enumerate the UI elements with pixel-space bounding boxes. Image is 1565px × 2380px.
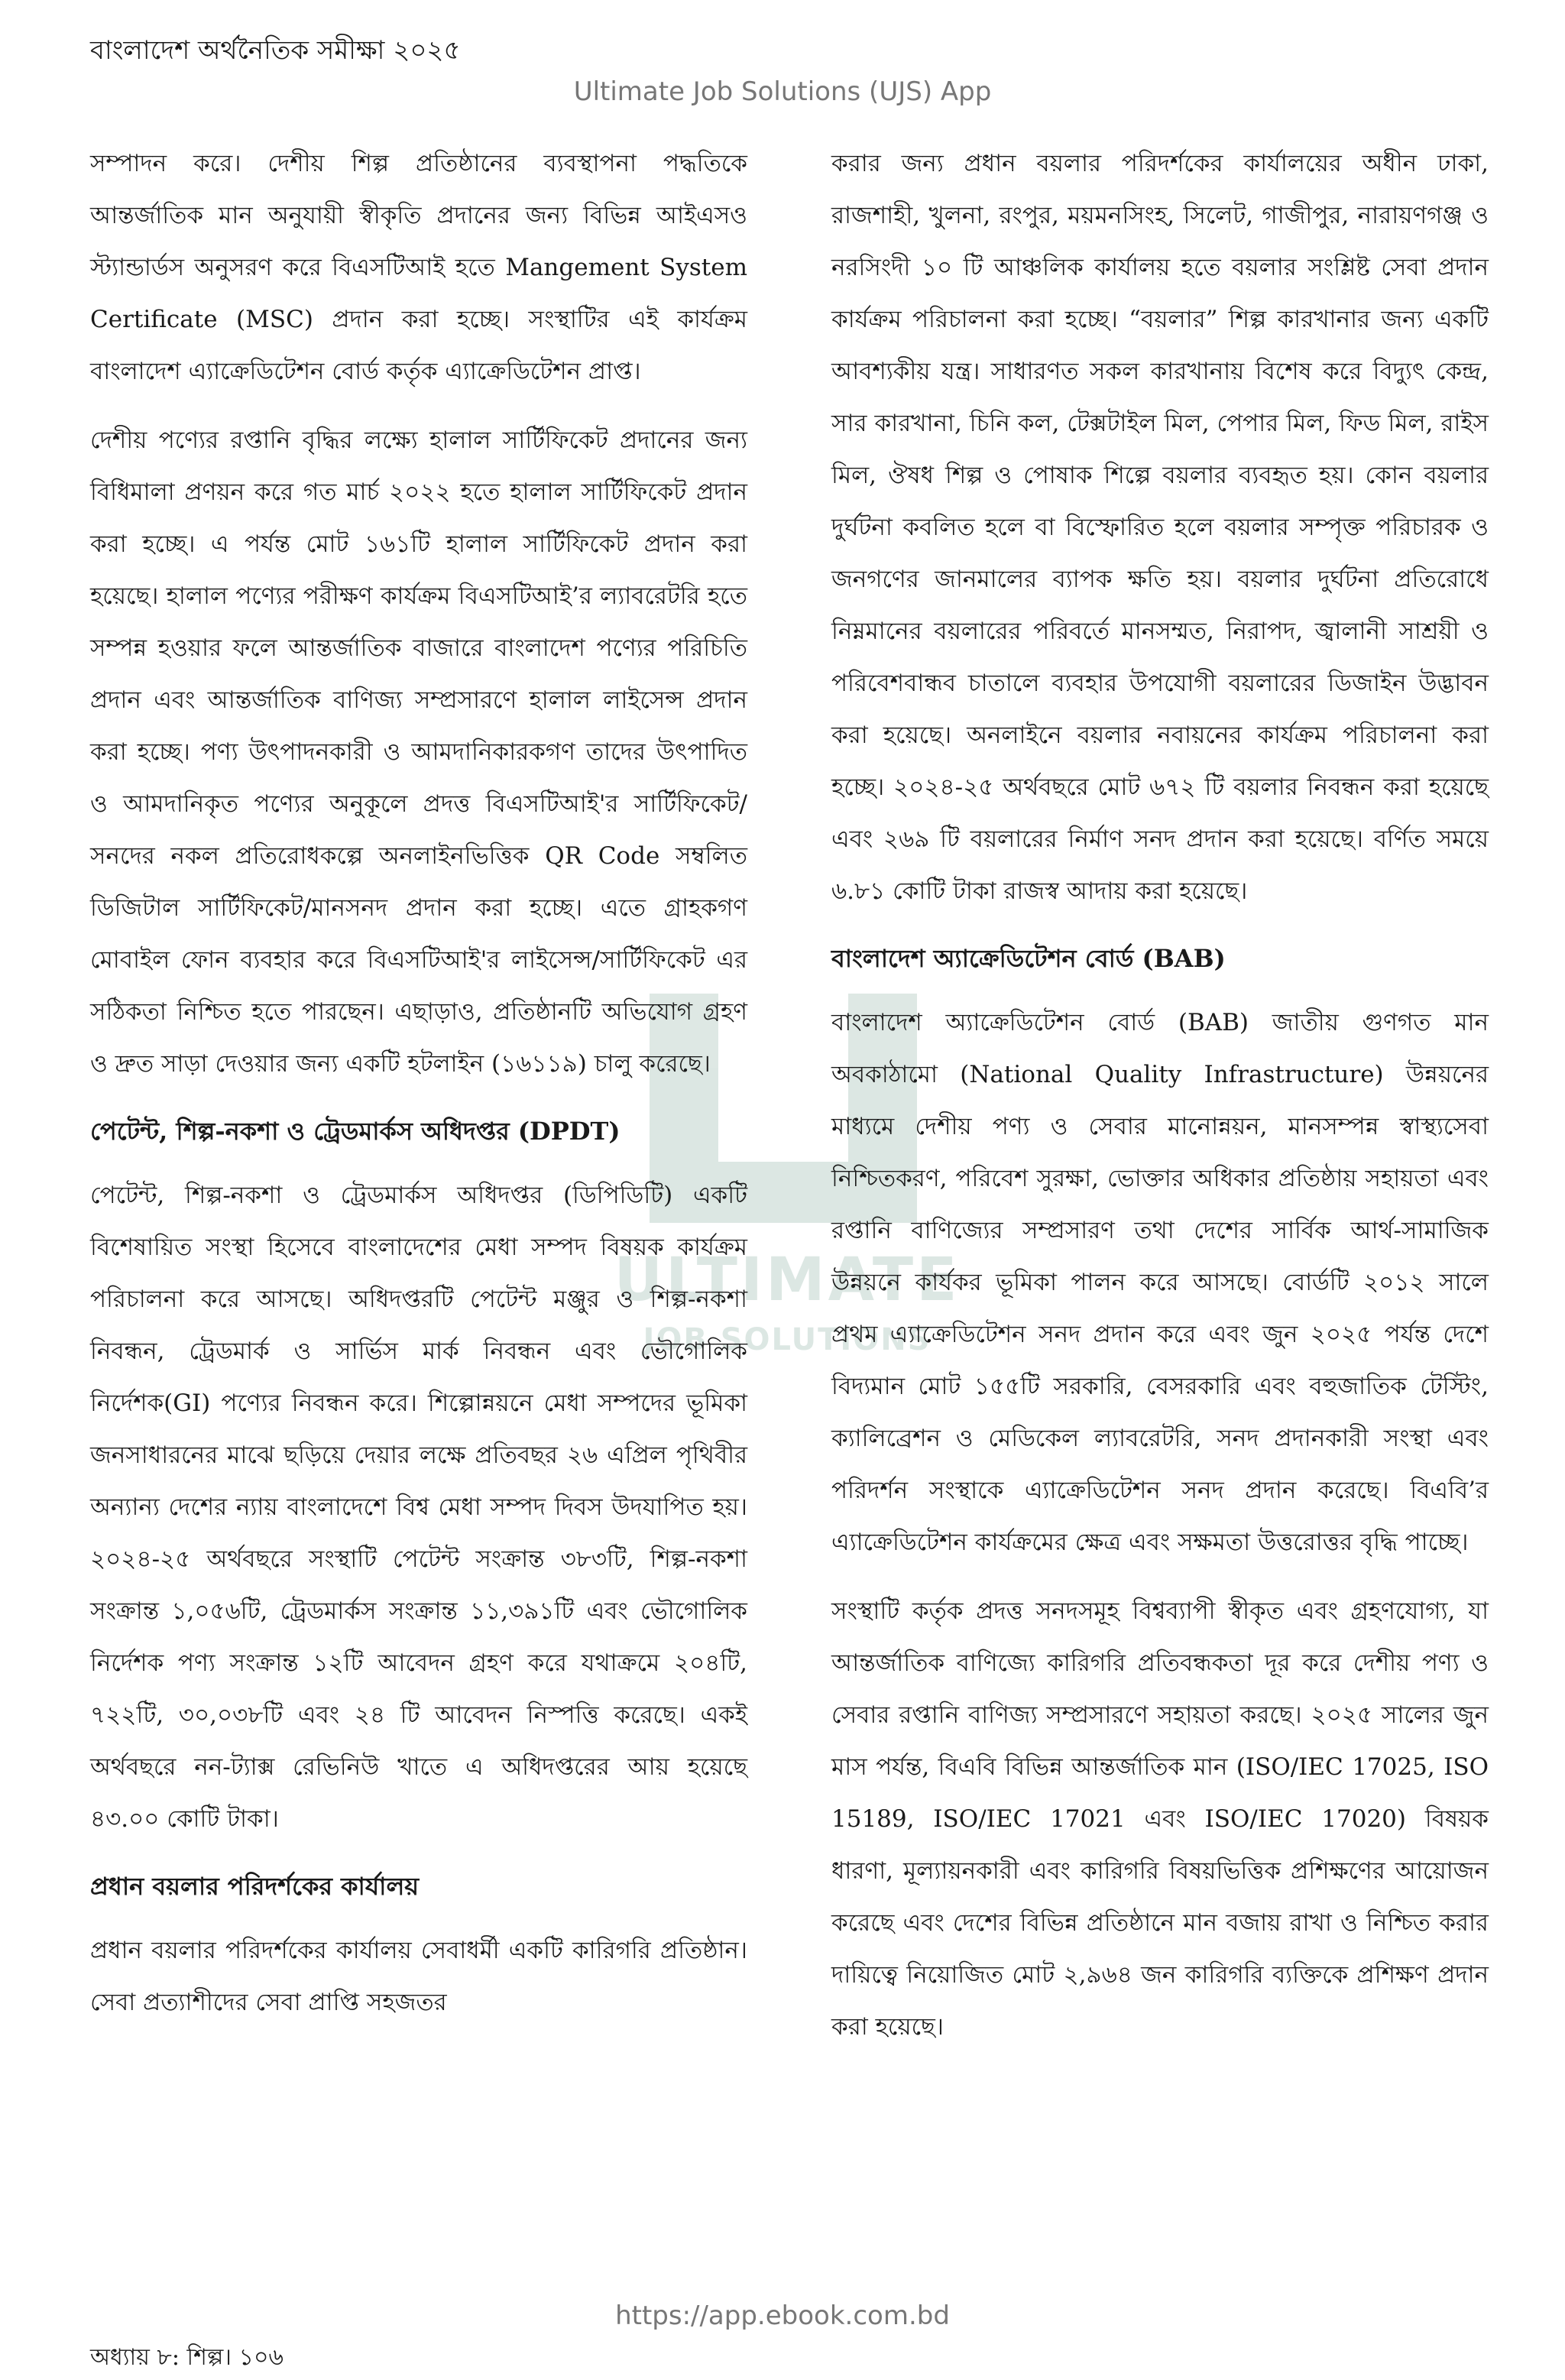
paragraph-halal: দেশীয় পণ্যের রপ্তানি বৃদ্ধির লক্ষ্যে হালাল সার্টিফিকেট প্রদানের জন্য বিধিমালা প্রণয়ন করে গত মার্চ ২০২২ হতে হালাল সার্টিফিকেট প্রদান করা হচ্ছে। এ পর্যন্ত মোট ১৬১টি হালাল সার্টিফিকেট প্রদান করা হয়েছে। হালাল পণ্যের পরীক্ষণ কার্যক্রম বিএসটিআই’র ল্যাবরেটরি হতে সম্পন্ন হওয়ার ফলে আন্তর্জাতিক বাজারে বাংলাদেশ পণ্যের পরিচিতি প্রদান এবং আন্তর্জাতিক বাণিজ্য সম্প্রসারণে হালাল লাইসেন্স প্রদান করা হচ্ছে। পণ্য উৎপাদনকারী ও আমদানিকারকগণ তাদের উৎপাদিত ও আমদানিকৃত পণ্যের অনুকূলে প্রদত্ত বিএসটিআই'র সার্টিফিকেট/সনদের নকল প্রতিরোধকল্পে অনলাইনভিত্তিক QR Code সম্বলিত ডিজিটাল সার্টিফিকেট/মানসনদ প্রদান করা হচ্ছে। এতে গ্রাহকগণ মোবাইল ফোন ব্যবহার করে বিএসটিআই'র লাইসেন্স/সার্টিফিকেট এর সঠিকতা নিশ্চিত হতে পারছেন। এছাড়াও, প্রতিষ্ঠানটি অভিযোগ গ্রহণ ও দ্রুত সাড়া দেওয়ার জন্য একটি হটলাইন (১৬১১৯) চালু করেছে। [90, 426, 747, 1078]
paragraph-bab: বাংলাদেশ অ্যাক্রেডিটেশন বোর্ড (BAB) জাতীয় গুণগত মান অবকাঠামো (National Quality Infrastructure) উন্নয়নের মাধ্যমে দেশীয় পণ্য ও সেবার মানোন্নয়ন, মানসম্পন্ন স্বাস্থ্যসেবা নিশ্চিতকরণ, পরিবেশ সুরক্ষা, ভোক্তার অধিকার প্রতিষ্ঠায় সহায়তা এবং রপ্তানি বাণিজ্যের সম্প্রসারণ তথা দেশের সার্বিক আর্থ-সামাজিক উন্নয়নে কার্যকর ভূমিকা পালন করে আসছে। বোর্ডটি ২০১২ সালে প্রথম এ্যাক্রেডিটেশন সনদ প্রদান করে এবং জুন ২০২৫ পর্যন্ত দেশে বিদ্যমান মোট ১৫৫টি সরকারি, বেসরকারি এবং বহুজাতিক টেস্টিং, ক্যালিব্রেশন ও মেডিকেল ল্যাবরেটরি, সনদ প্রদানকারী সংস্থা এবং পরিদর্শন সংস্থাকে এ্যাক্রেডিটেশন সনদ প্রদান করেছে। বিএবি’র এ্যাক্রেডিটেশন কার্যক্রমের ক্ষেত্র এবং সক্ষমতা উত্তরোত্তর বৃদ্ধি পাচ্ছে। [831, 1009, 1489, 1556]
paragraph-msc: সম্পাদন করে। দেশীয় শিল্প প্রতিষ্ঠানের ব্যবস্থাপনা পদ্ধতিকে আন্তর্জাতিক মান অনুযায়ী স্বীকৃতি প্রদানের জন্য বিভিন্ন আইএসও স্ট্যান্ডার্ডস অনুসরণ করে বিএসটিআই হতে Mangement System Certificate (MSC) প্রদান করা হচ্ছে। সংস্থাটির এই কার্যক্রম বাংলাদেশ এ্যাক্রেডিটেশন বোর্ড কর্তৃক এ্যাক্রেডিটেশন প্রাপ্ত। [90, 150, 747, 385]
logo-title: ULTIMATE [614, 1246, 961, 1315]
right-column [831, 138, 1489, 2070]
running-header: বাংলাদেশ অর্থনৈতিক সমীক্ষা ২০২৫ [90, 35, 461, 66]
chapter-page-footer: অধ্যায় ৮: শিল্প। ১০৬ [90, 2344, 284, 2371]
app-watermark: Ultimate Job Solutions (UJS) App [573, 76, 992, 107]
url-watermark: https://app.ebook.com.bd [615, 2301, 950, 2331]
heading-bab: বাংলাদেশ অ্যাক্রেডিটেশন বোর্ড (BAB) [831, 944, 1226, 973]
paragraph-boiler: করার জন্য প্রধান বয়লার পরিদর্শকের কার্যালয়ের অধীন ঢাকা, রাজশাহী, খুলনা, রংপুর, ময়মনসিংহ, সিলেট, গাজীপুর, নারায়ণগঞ্জ ও নরসিংদী ১০ টি আঞ্চলিক কার্যালয় হতে বয়লার সংশ্লিষ্ট সেবা প্রদান কার্যক্রম পরিচালনা করা হচ্ছে। “বয়লার” শিল্প কারখানার জন্য একটি আবশ্যকীয় যন্ত্র। সাধারণত সকল কারখানায় বিশেষ করে বিদ্যুৎ কেন্দ্র, সার কারখানা, চিনি কল, টেক্সটাইল মিল, পেপার মিল, ফিড মিল, রাইস মিল, ঔষধ শিল্প ও পোষাক শিল্পে বয়লার ব্যবহৃত হয়। কোন বয়লার দুর্ঘটনা কবলিত হলে বা বিস্ফোরিত হলে বয়লার সম্পৃক্ত পরিচারক ও জনগণের জানমালের ব্যাপক ক্ষতি হয়। বয়লার দুর্ঘটনা প্রতিরোধে নিম্নমানের বয়লারের পরিবর্তে মানসম্মত, নিরাপদ, জ্বালানী সাশ্রয়ী ও পরিবেশবান্ধব চাতালে ব্যবহার উপযোগী বয়লারের ডিজাইন উদ্ভাবন করা হয়েছে। অনলাইনে বয়লার নবায়নের কার্যক্রম পরিচালনা করা হচ্ছে। ২০২৪-২৫ অর্থবছরে মোট ৬৭২ টি বয়লার নিবন্ধন করা হয়েছে এবং ২৬৯ টি বয়লারের নির্মাণ সনদ প্রদান করা হয়েছে। বর্ণিত সময়ে ৬.৮১ কোটি টাকা রাজস্ব আদায় করা হয়েছে। [831, 150, 1489, 905]
logo-subtitle: JOB SOLUTIONS [643, 1322, 932, 1357]
paragraph-dpdt: পেটেন্ট, শিল্প-নকশা ও ট্রেডমার্কস অধিদপ্তর (ডিপিডিটি) একটি বিশেষায়িত সংস্থা হিসেবে বাংলাদেশের মেধা সম্পদ বিষয়ক কার্যক্রম পরিচালনা করে আসছে। অধিদপ্তরটি পেটেন্ট মঞ্জুর ও শিল্প-নকশা নিবন্ধন, ট্রেডমার্ক ও সার্ভিস মার্ক নিবন্ধন এবং ভৌগোলিক নির্দেশক(GI) পণ্যের নিবন্ধন করে। শিল্পোন্নয়নে মেধা সম্পদের ভূমিকা জনসাধারনের মাঝে ছড়িয়ে দেয়ার লক্ষে প্রতিবছর ২৬ এপ্রিল পৃথিবীর অন্যান্য দেশের ন্যায় বাংলাদেশে বিশ্ব মেধা সম্পদ দিবস উদযাপিত হয়। ২০২৪-২৫ অর্থবছরে সংস্থাটি পেটেন্ট সংক্রান্ত ৩৮৩টি, শিল্প-নকশা সংক্রান্ত ১,০৫৬টি, ট্রেডমার্কস সংক্রান্ত ১১,৩৯১টি এবং ভৌগোলিক নির্দেশক পণ্য সংক্রান্ত ১২টি আবেদন গ্রহণ করে যথাক্রমে ২০৪টি, ৭২২টি, ৩০,০৩৮টি এবং ২৪ টি আবেদন নিস্পত্তি করেছে। একই অর্থবছরে নন-ট্যাক্স রেভিনিউ খাতে এ অধিদপ্তরের আয় হয়েছে ৪৩.০০ কোটি টাকা। [90, 1182, 747, 1833]
paragraph-bab-training: সংস্থাটি কর্তৃক প্রদত্ত সনদসমূহ বিশ্বব্যাপী স্বীকৃত এবং গ্রহণযোগ্য, যা আন্তর্জাতিক বাণিজ্যে কারিগরি প্রতিবন্ধকতা দূর করে দেশীয় পণ্য ও সেবার রপ্তানি বাণিজ্য সম্প্রসারণে সহায়তা করছে। ২০২৫ সালের জুন মাস পর্যন্ত, বিএবি বিভিন্ন আন্তর্জাতিক মান (ISO/IEC 17025, ISO 15189, ISO/IEC 17021 এবং ISO/IEC 17020) বিষয়ক ধারণা, মূল্যায়নকারী এবং কারিগরি বিষয়ভিত্তিক প্রশিক্ষণের আয়োজন করেছে এবং দেশের বিভিন্ন প্রতিষ্ঠানে মান বজায় রাখা ও নিশ্চিত করার দায়িত্বে নিয়োজিত মোট ২,৯৬৪ জন কারিগরি ব্যক্তিকে প্রশিক্ষণ প্রদান করা হয়েছে। [831, 1597, 1489, 2041]
left-column [90, 138, 747, 2045]
heading-dpdt: পেটেন্ট, শিল্প-নকশা ও ট্রেডমার্কস অধিদপ্তর (DPDT) [90, 1117, 620, 1146]
paragraph-boiler-intro: প্রধান বয়লার পরিদর্শকের কার্যালয় সেবাধর্মী একটি কারিগরি প্রতিষ্ঠান। সেবা প্রত্যাশীদের সেবা প্রাপ্তি সহজতর [90, 1937, 747, 2016]
heading-boiler-office: প্রধান বয়লার পরিদর্শকের কার্যালয় [90, 1872, 420, 1901]
